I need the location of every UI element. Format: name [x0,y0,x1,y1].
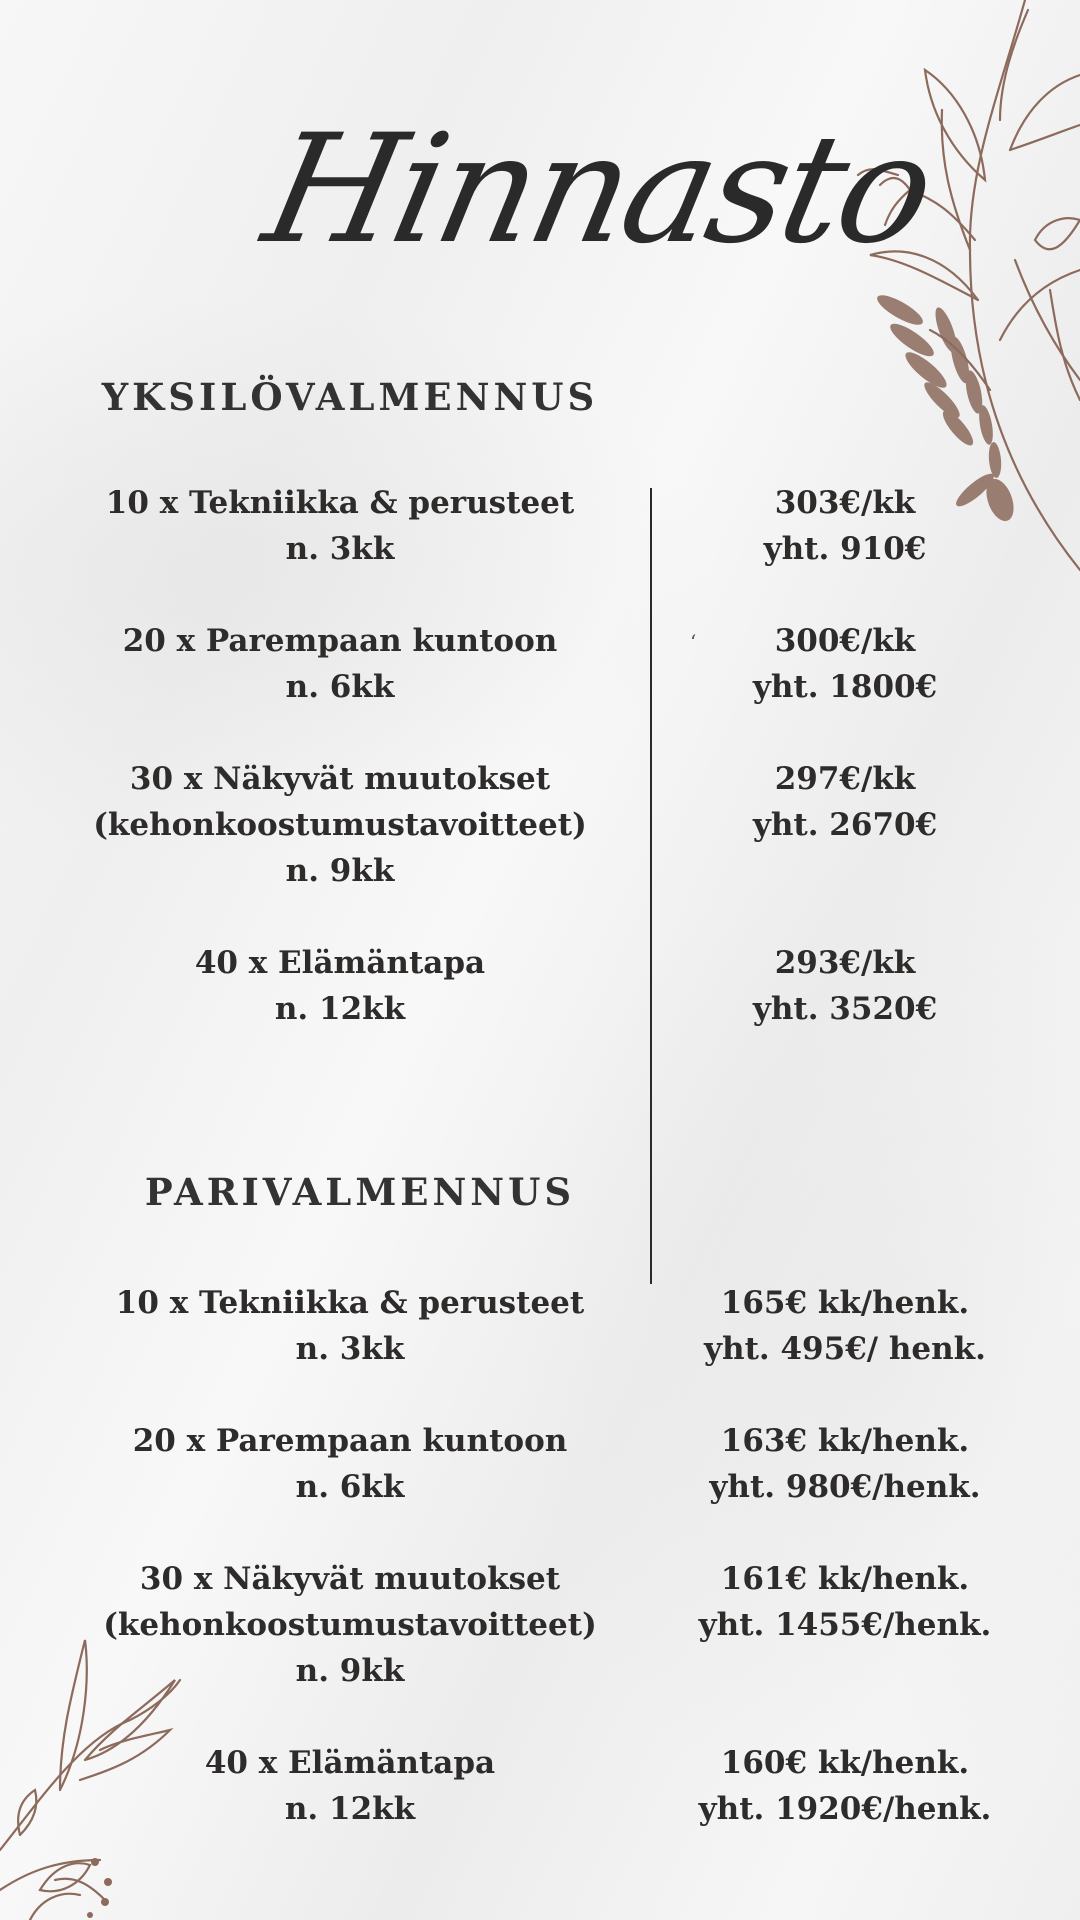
item-price: 161€ kk/henk. [720,1561,970,1597]
item-duration: n. 9kk [285,853,395,889]
pair-item-2-price [680,1418,1010,1510]
individual-item-4-name [80,940,600,1032]
item-total: yht. 3520€ [752,991,938,1027]
item-name: 20 x Parempaan kuntoon [122,623,558,659]
item-total: yht. 980€/henk. [709,1469,981,1505]
item-price: 297€/kk [774,761,916,797]
item-detail: (kehonkoostumustavoitteet) [93,807,587,843]
individual-item-1-name [80,480,600,572]
pair-item-2-name [90,1418,610,1510]
pair-item-1-name [90,1280,610,1372]
individual-item-3-price [700,756,990,848]
item-total: yht. 1920€/henk. [698,1791,992,1827]
item-duration: n. 3kk [295,1331,405,1367]
item-duration: n. 6kk [285,669,395,705]
item-total: yht. 495€/ henk. [704,1331,986,1367]
item-total: yht. 1455€/henk. [698,1607,992,1643]
item-name: 10 x Tekniikka & perusteet [105,485,575,521]
individual-item-3-name [80,756,600,894]
item-name: 40 x Elämäntapa [194,945,486,981]
item-total: yht. 910€ [763,531,927,567]
item-name: 10 x Tekniikka & perusteet [115,1285,585,1321]
pair-item-3-name [90,1556,610,1694]
item-total: yht. 2670€ [752,807,938,843]
individual-item-2-price [700,618,990,710]
item-price: 300€/kk [774,623,916,659]
individual-item-4-price [700,940,990,1032]
item-price: 293€/kk [774,945,916,981]
section-title-pair: PARIVALMENNUS [144,1170,576,1214]
item-name: 30 x Näkyvät muutokset [139,1561,561,1597]
item-duration: n. 12kk [284,1791,416,1827]
item-price: 163€ kk/henk. [720,1423,970,1459]
item-duration: n. 6kk [295,1469,405,1505]
item-name: 20 x Parempaan kuntoon [132,1423,568,1459]
item-price: 165€ kk/henk. [720,1285,970,1321]
item-price: 160€ kk/henk. [720,1745,970,1781]
item-detail: (kehonkoostumustavoitteet) [103,1607,597,1643]
item-total: yht. 1800€ [752,669,938,705]
item-duration: n. 12kk [274,991,406,1027]
column-divider [650,488,652,1284]
pair-item-4-name [90,1740,610,1832]
item-duration: n. 3kk [285,531,395,567]
item-price: 303€/kk [774,485,916,521]
individual-item-1-price [700,480,990,572]
individual-item-2-name [80,618,600,710]
item-name: 40 x Elämäntapa [204,1745,496,1781]
stray-mark: ‘ [690,630,697,654]
pair-item-3-price [680,1556,1010,1648]
item-name: 30 x Näkyvät muutokset [129,761,551,797]
pair-item-4-price [680,1740,1010,1832]
section-title-individual: YKSILÖVALMENNUS [101,375,599,419]
item-duration: n. 9kk [295,1653,405,1689]
pair-item-1-price [680,1280,1010,1372]
page-title: Hinnasto [251,103,946,277]
